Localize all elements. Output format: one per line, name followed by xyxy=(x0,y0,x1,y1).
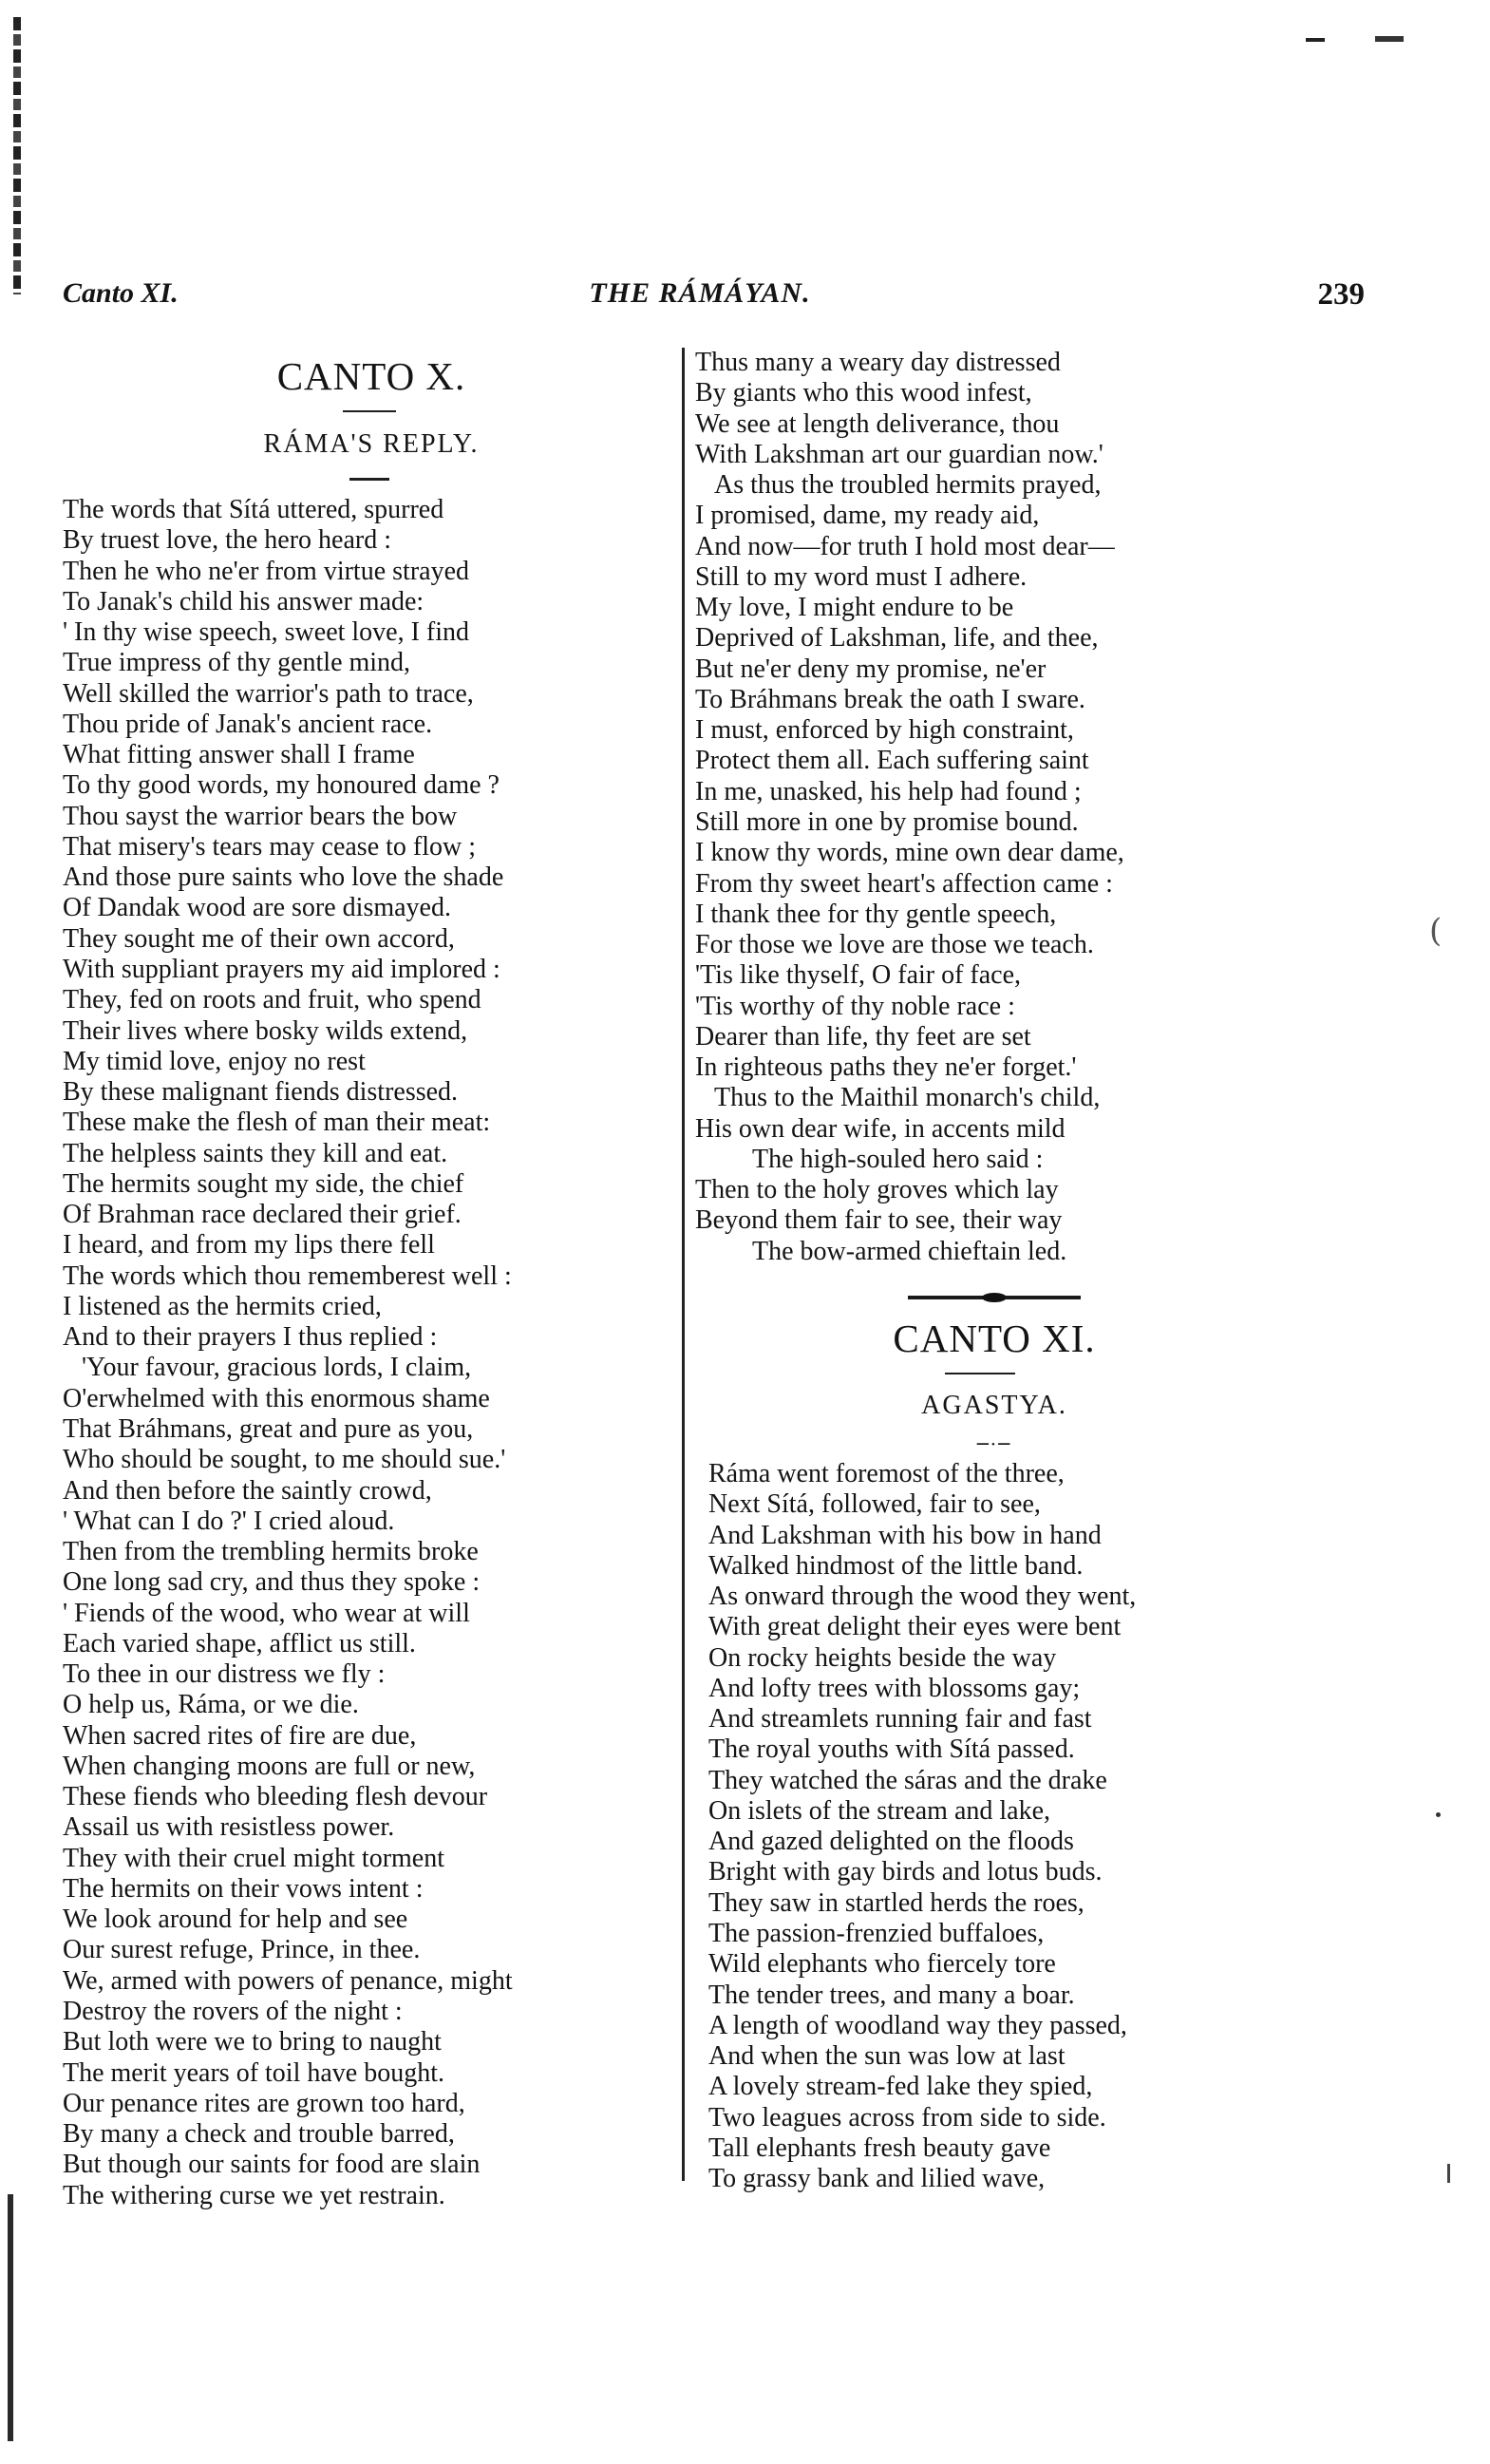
verse-line: ' What can I do ?' I cried aloud. xyxy=(63,1506,395,1536)
verse-line: O help us, Ráma, or we die. xyxy=(63,1690,359,1720)
verse-line: Thou pride of Janak's ancient race. xyxy=(63,709,433,739)
title-rule xyxy=(343,410,396,412)
verse-line: Dearer than life, thy feet are set xyxy=(695,1021,1031,1052)
verse-line: What fitting answer shall I frame xyxy=(63,740,415,770)
verse-line: That misery's tears may cease to flow ; xyxy=(63,831,477,862)
canto-x-title: CANTO X. xyxy=(276,354,466,398)
verse-line: We see at length deliverance, thou xyxy=(695,408,1060,439)
verse-line: These fiends who bleeding flesh devour xyxy=(63,1782,488,1812)
verse-line: Destroy the rovers of the night : xyxy=(63,1997,403,2027)
verse-line: As thus the troubled hermits prayed, xyxy=(714,470,1102,501)
verse-line: A length of woodland way they passed, xyxy=(708,2010,1127,2040)
verse-line: My love, I might endure to be xyxy=(695,593,1014,623)
verse-line: But ne'er deny my promise, ne'er xyxy=(695,654,1047,684)
verse-line: One long sad cry, and thus they spoke : xyxy=(63,1567,481,1598)
verse-line: They, fed on roots and fruit, who spend xyxy=(63,985,481,1015)
canto-x-verse-continued xyxy=(695,348,1124,1267)
verse-line: And now—for truth I hold most dear— xyxy=(695,531,1115,561)
verse-line: Assail us with resistless power. xyxy=(63,1812,395,1843)
verse-line: Each varied shape, afflict us still. xyxy=(63,1628,416,1658)
verse-line: By giants who this wood infest, xyxy=(695,378,1032,408)
verse-line: Thus many a weary day distressed xyxy=(695,348,1061,377)
verse-line: His own dear wife, in accents mild xyxy=(695,1113,1066,1144)
verse-line: Then from the trembling hermits broke xyxy=(63,1537,479,1567)
verse-line: The bow-armed chieftain led. xyxy=(752,1236,1067,1266)
verse-line: They with their cruel might torment xyxy=(63,1843,445,1873)
verse-line: But though our saints for food are slain xyxy=(63,2150,481,2180)
binding-edge-mark xyxy=(13,17,21,294)
verse-line: To Bráhmans break the oath I sware. xyxy=(695,684,1085,714)
verse-line: Then he who ne'er from virtue strayed xyxy=(63,556,469,586)
verse-line: Still to my word must I adhere. xyxy=(695,561,1028,592)
verse-line: True impress of thy gentle mind, xyxy=(63,648,411,678)
verse-line: To thee in our distress we fly : xyxy=(63,1659,386,1690)
verse-line: ' In thy wise speech, sweet love, I find xyxy=(63,617,470,648)
verse-line: In righteous paths they ne'er forget.' xyxy=(695,1052,1077,1083)
verse-line: O'erwhelmed with this enormous shame xyxy=(63,1383,490,1413)
binding-edge-mark xyxy=(8,2194,13,2441)
scan-mark xyxy=(1447,2164,1450,2183)
verse-line: When changing moons are full or new, xyxy=(63,1751,476,1781)
verse-line: The hermits on their vows intent : xyxy=(63,1873,424,1904)
verse-line: With great delight their eyes were bent xyxy=(708,1612,1122,1642)
verse-line: To grassy bank and lilied wave, xyxy=(708,2164,1046,2194)
section-ornament xyxy=(695,1287,1293,1305)
verse-line: Still more in one by promise bound. xyxy=(695,806,1079,837)
verse-line: By truest love, the hero heard : xyxy=(63,525,392,556)
scan-mark: ( xyxy=(1429,912,1443,950)
verse-line: They sought me of their own accord, xyxy=(63,923,455,954)
verse-line: 'Tis worthy of thy noble race : xyxy=(695,991,1015,1021)
verse-line: Thou sayst the warrior bears the bow xyxy=(63,801,458,831)
verse-line: The words which thou rememberest well : xyxy=(63,1260,512,1291)
subtitle-rule xyxy=(349,478,389,481)
verse-line: By many a check and trouble barred, xyxy=(63,2119,455,2150)
verse-line: But loth were we to bring to naught xyxy=(63,2027,442,2057)
verse-line: I heard, and from my lips there fell xyxy=(63,1230,435,1260)
canto-xi-title: CANTO XI. xyxy=(893,1317,1096,1360)
verse-line: To Janak's child his answer made: xyxy=(63,586,424,616)
verse-line: We look around for help and see xyxy=(63,1905,408,1935)
verse-line: My timid love, enjoy no rest xyxy=(63,1046,366,1076)
verse-line: Deprived of Lakshman, life, and thee, xyxy=(695,623,1099,654)
verse-line: 'Your favour, gracious lords, I claim, xyxy=(82,1353,472,1383)
verse-line: ' Fiends of the wood, who wear at will xyxy=(63,1598,470,1628)
verse-line: They watched the sáras and the drake xyxy=(708,1765,1107,1795)
verse-line: And lofty trees with blossoms gay; xyxy=(708,1673,1081,1703)
verse-line: Of Brahman race declared their grief. xyxy=(63,1200,462,1230)
verse-line: I thank thee for thy gentle speech, xyxy=(695,899,1057,929)
verse-line: Our penance rites are grown too hard, xyxy=(63,2088,465,2118)
verse-line: Of Dandak wood are sore dismayed. xyxy=(63,893,451,923)
verse-line: The words that Sítá uttered, spurred xyxy=(63,495,444,524)
verse-line: The passion-frenzied buffaloes, xyxy=(708,1918,1045,1948)
verse-line: When sacred rites of fire are due, xyxy=(63,1720,417,1751)
verse-line: And those pure saints who love the shade xyxy=(63,862,504,893)
verse-line: And when the sun was low at last xyxy=(708,2041,1066,2072)
verse-line: The hermits sought my side, the chief xyxy=(63,1168,464,1199)
verse-line: They saw in startled herds the roes, xyxy=(708,1887,1084,1918)
verse-line: By these malignant fiends distressed. xyxy=(63,1077,459,1108)
verse-line: Who should be sought, to me should sue.' xyxy=(63,1445,506,1475)
verse-line: For those we love are those we teach. xyxy=(695,930,1094,960)
verse-line: Our surest refuge, Prince, in thee. xyxy=(63,1935,421,1965)
verse-line: And Lakshman with his bow in hand xyxy=(708,1520,1102,1550)
verse-line: In me, unasked, his help had found ; xyxy=(695,776,1082,806)
canto-xi-verse xyxy=(708,1459,1136,2194)
verse-line: Well skilled the warrior's path to trace, xyxy=(63,678,474,709)
verse-line: Thus to the Maithil monarch's child, xyxy=(714,1083,1101,1113)
header-canto: Canto XI. xyxy=(63,277,179,309)
verse-line: These make the flesh of man their meat: xyxy=(63,1108,491,1138)
verse-line: Protect them all. Each suffering saint xyxy=(695,746,1089,776)
verse-line: The merit years of toil have bought. xyxy=(63,2057,444,2088)
scan-mark xyxy=(1306,38,1325,42)
verse-line: Then to the holy groves which lay xyxy=(695,1175,1059,1205)
verse-line: I know thy words, mine own dear dame, xyxy=(695,838,1124,868)
verse-line: I listened as the hermits cried, xyxy=(63,1291,382,1321)
verse-line: Tall elephants fresh beauty gave xyxy=(708,2132,1051,2163)
running-header xyxy=(0,277,1490,325)
verse-line: I must, enforced by high constraint, xyxy=(695,715,1074,746)
verse-line: To thy good words, my honoured dame ? xyxy=(63,770,500,801)
canto-x-verse xyxy=(63,495,513,2211)
verse-line: And to their prayers I thus replied : xyxy=(63,1322,438,1353)
verse-line: Wild elephants who fiercely tore xyxy=(708,1949,1056,1980)
verse-line: Beyond them fair to see, their way xyxy=(695,1205,1063,1236)
verse-line: As onward through the wood they went, xyxy=(708,1582,1137,1612)
verse-line: The withering curse we yet restrain. xyxy=(63,2180,445,2210)
verse-line: On islets of the stream and lake, xyxy=(708,1795,1051,1826)
verse-line: The high-souled hero said : xyxy=(752,1144,1044,1174)
verse-line: The helpless saints they kill and eat. xyxy=(63,1138,448,1168)
verse-line: I promised, dame, my ready aid, xyxy=(695,501,1040,531)
header-book-title: THE RÁMÁYAN. xyxy=(589,277,811,309)
scan-mark xyxy=(1375,36,1404,42)
column-divider xyxy=(682,348,685,2181)
scan-mark xyxy=(1436,1812,1441,1817)
verse-line: Ráma went foremost of the three, xyxy=(708,1459,1065,1488)
verse-line: Bright with gay birds and lotus buds. xyxy=(708,1857,1103,1887)
subtitle-ornament: ─·─ xyxy=(976,1432,1012,1455)
verse-line: From thy sweet heart's affection came : xyxy=(695,868,1113,899)
verse-line: Their lives where bosky wilds extend, xyxy=(63,1015,468,1046)
verse-line: And then before the saintly crowd, xyxy=(63,1475,432,1506)
verse-line: Next Sítá, followed, fair to see, xyxy=(708,1489,1041,1520)
verse-line: The tender trees, and many a boar. xyxy=(708,1980,1075,2010)
verse-line: And streamlets running fair and fast xyxy=(708,1704,1092,1734)
verse-line: 'Tis like thyself, O fair of face, xyxy=(695,960,1022,991)
verse-line: Two leagues across from side to side. xyxy=(708,2102,1106,2132)
canto-x-subtitle: RÁMA'S REPLY. xyxy=(263,429,480,459)
verse-line: A lovely stream-fed lake they spied, xyxy=(708,2072,1093,2102)
title-rule xyxy=(945,1373,1015,1374)
verse-line: That Bráhmans, great and pure as you, xyxy=(63,1413,474,1444)
verse-line: And gazed delighted on the floods xyxy=(708,1827,1074,1857)
verse-line: With suppliant prayers my aid implored : xyxy=(63,954,500,984)
verse-line: With Lakshman art our guardian now.' xyxy=(695,439,1103,469)
verse-line: We, armed with powers of penance, might xyxy=(63,1965,513,1996)
canto-xi-subtitle: AGASTYA. xyxy=(921,1391,1067,1420)
page-number: 239 xyxy=(1317,277,1365,312)
verse-line: Walked hindmost of the little band. xyxy=(708,1550,1084,1581)
verse-line: The royal youths with Sítá passed. xyxy=(708,1734,1075,1765)
verse-line: On rocky heights beside the way xyxy=(708,1642,1057,1673)
